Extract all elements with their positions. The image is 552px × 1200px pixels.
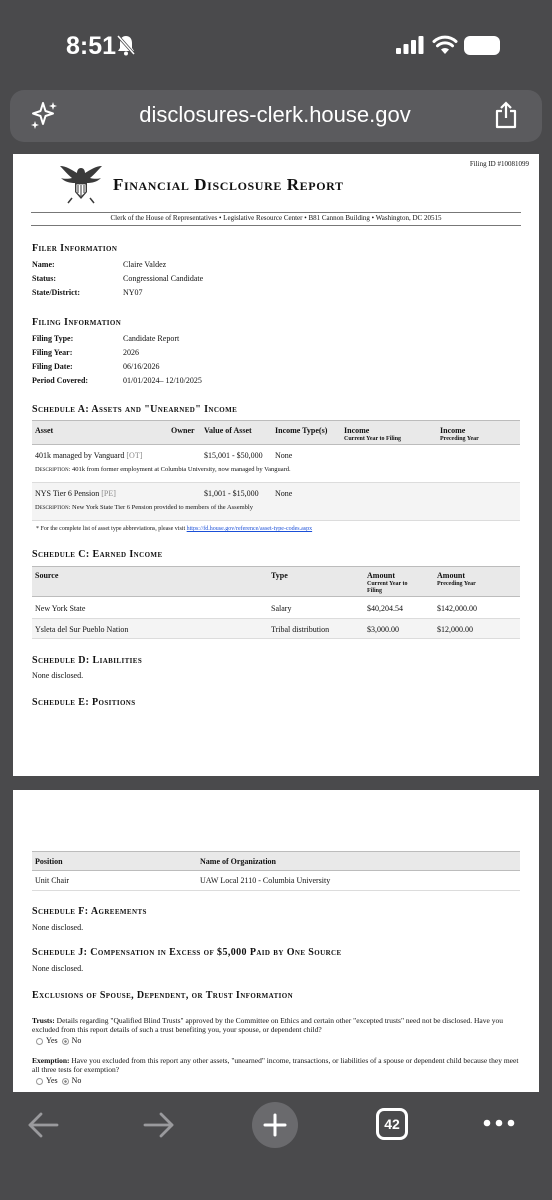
schedule-j-note: None disclosed.	[32, 964, 84, 973]
sparkle-icon[interactable]	[30, 100, 60, 130]
trusts-yes-radio[interactable]	[36, 1038, 43, 1045]
schedule-f-heading: Schedule F: Agreements	[32, 906, 147, 917]
schedule-e-header	[32, 851, 520, 871]
filer-district: NY07	[123, 288, 143, 297]
silent-bell-icon	[116, 34, 136, 56]
col-source: Source	[35, 571, 59, 580]
asset-codes-link[interactable]: https://fd.house.gov/reference/asset-type-codes.aspx	[186, 526, 313, 532]
col-position: Position	[35, 857, 63, 866]
exemption-options: Yes No	[36, 1076, 81, 1085]
schedule-d-heading: Schedule D: Liabilities	[32, 655, 143, 666]
status-bar	[0, 0, 552, 90]
schedule-e-heading: Schedule E: Positions	[32, 697, 136, 708]
asset-value: $15,001 - $50,000	[204, 451, 263, 460]
col-asset: Asset	[35, 426, 54, 435]
schedule-f-note: None disclosed.	[32, 923, 84, 932]
col-income: Income	[344, 426, 370, 435]
filing-info-heading: Filing Information	[32, 317, 122, 328]
asset-description: Description: 401k from former employment at Columbia University, now managed by Vanguard.	[35, 466, 291, 473]
filing-type-label: Filing Type:	[32, 334, 74, 343]
income-amount-prev: $142,000.00	[437, 604, 477, 613]
trusts-no-radio[interactable]	[62, 1038, 69, 1045]
col-amount: Amount	[367, 571, 396, 580]
report-page-1	[13, 154, 539, 776]
col-income-prev-sub: Preceding Year	[440, 436, 479, 442]
more-icon[interactable]	[482, 1117, 516, 1129]
exemption-yes-radio[interactable]	[36, 1078, 43, 1085]
filer-info-heading: Filer Information	[32, 243, 118, 254]
district-label: State/District:	[32, 288, 80, 297]
asset-value: $1,001 - $15,000	[204, 489, 259, 498]
col-income-prev: Income	[440, 426, 466, 435]
filer-status: Congressional Candidate	[123, 274, 204, 283]
asset-name: 401k managed by Vanguard [OT]	[35, 451, 143, 460]
income-amount: $3,000.00	[367, 625, 399, 634]
plus-icon	[263, 1113, 287, 1137]
col-value: Value of Asset	[204, 426, 252, 435]
exemption-question: Exemption: Have you excluded from this report any other assets, "unearned" income, transactions, or liabilities of a spouse or dependent child because they meet all three tests for exemption?	[32, 1056, 519, 1074]
income-amount: $40,204.54	[367, 604, 403, 613]
asset-description: Description: New York State Tier 6 Pension provided to members of the Assembly	[35, 504, 253, 511]
asset-footnote: * For the complete list of asset type abbreviations, please visit https://fd.house.gov/reference/asset-type-codes.aspx	[36, 526, 313, 532]
cellular-signal-icon	[396, 36, 424, 54]
battery-icon	[464, 36, 500, 55]
filing-year: 2026	[123, 348, 139, 357]
col-amount-sub2: Filing	[367, 588, 383, 594]
filer-name: Claire Valdez	[123, 260, 167, 269]
exclusions-heading: Exclusions of Spouse, Dependent, or Trust Information	[32, 990, 294, 1001]
filing-year-label: Filing Year:	[32, 348, 73, 357]
income-type: Salary	[271, 604, 292, 613]
schedule-j-heading: Schedule J: Compensation in Excess of $5,000 Paid by One Source	[32, 947, 342, 958]
col-organization: Name of Organization	[200, 857, 276, 866]
filing-id: Filing ID #10081099	[469, 160, 529, 168]
table-row	[32, 597, 520, 619]
clerk-line: Clerk of the House of Representatives • Legislative Resource Center • B81 Cannon Building • Washington, DC 20515	[110, 214, 442, 222]
col-type: Type	[271, 571, 288, 580]
table-row	[32, 871, 520, 891]
report-title: Financial Disclosure Report	[113, 175, 344, 194]
name-label: Name:	[32, 260, 55, 269]
status-time: 8:51	[66, 32, 117, 60]
table-row	[32, 619, 520, 639]
status-label: Status:	[32, 274, 57, 283]
col-amount-prev-sub: Preceding Year	[437, 581, 476, 587]
share-icon[interactable]	[494, 101, 518, 129]
eagle-seal-icon	[58, 162, 104, 204]
filing-date: 06/16/2026	[123, 362, 160, 371]
period-label: Period Covered:	[32, 376, 89, 385]
url-text[interactable]: disclosures-clerk.house.gov	[139, 102, 411, 127]
schedule-c-header	[32, 566, 520, 597]
schedule-d-note: None disclosed.	[32, 671, 84, 680]
position-org: UAW Local 2110 - Columbia University	[200, 876, 331, 885]
new-tab-button[interactable]	[252, 1102, 298, 1148]
back-arrow-icon[interactable]	[26, 1111, 60, 1139]
income-amount-prev: $12,000.00	[437, 625, 473, 634]
period-covered: 01/01/2024– 12/10/2025	[123, 376, 202, 385]
col-amount-sub: Current Year to	[367, 581, 408, 587]
filing-date-label: Filing Date:	[32, 362, 73, 371]
schedule-c-heading: Schedule C: Earned Income	[32, 549, 163, 560]
col-owner: Owner	[171, 426, 195, 435]
forward-arrow-icon[interactable]	[142, 1111, 176, 1139]
col-income-sub: Current Year to Filing	[344, 436, 402, 442]
schedule-a-heading: Schedule A: Assets and "Unearned" Income	[32, 404, 238, 415]
exemption-no-radio[interactable]	[62, 1078, 69, 1085]
table-row	[32, 483, 520, 521]
income-source: New York State	[35, 604, 86, 613]
asset-income-type: None	[275, 451, 293, 460]
asset-name: NYS Tier 6 Pension [PE]	[35, 489, 116, 498]
tabs-button[interactable]: 42	[376, 1108, 408, 1140]
trusts-question: Trusts: Details regarding "Qualified Blind Trusts" approved by the Committee on Ethics and certain other "excepted trusts" need not be disclosed. Have you excluded from this report details of such a trust benefiting you, your spouse, or dependent child?	[32, 1016, 503, 1034]
income-source: Ysleta del Sur Pueblo Nation	[35, 625, 129, 634]
table-row	[32, 445, 520, 483]
col-amount-prev: Amount	[437, 571, 466, 580]
schedule-a-header	[32, 420, 520, 445]
trusts-options: Yes No	[36, 1036, 81, 1045]
report-page-2	[13, 790, 539, 1092]
asset-income-type: None	[275, 489, 293, 498]
filing-type: Candidate Report	[123, 334, 180, 343]
position-title: Unit Chair	[35, 876, 69, 885]
col-income-type: Income Type(s)	[275, 426, 328, 435]
income-type: Tribal distribution	[271, 625, 330, 634]
wifi-icon	[432, 33, 458, 55]
